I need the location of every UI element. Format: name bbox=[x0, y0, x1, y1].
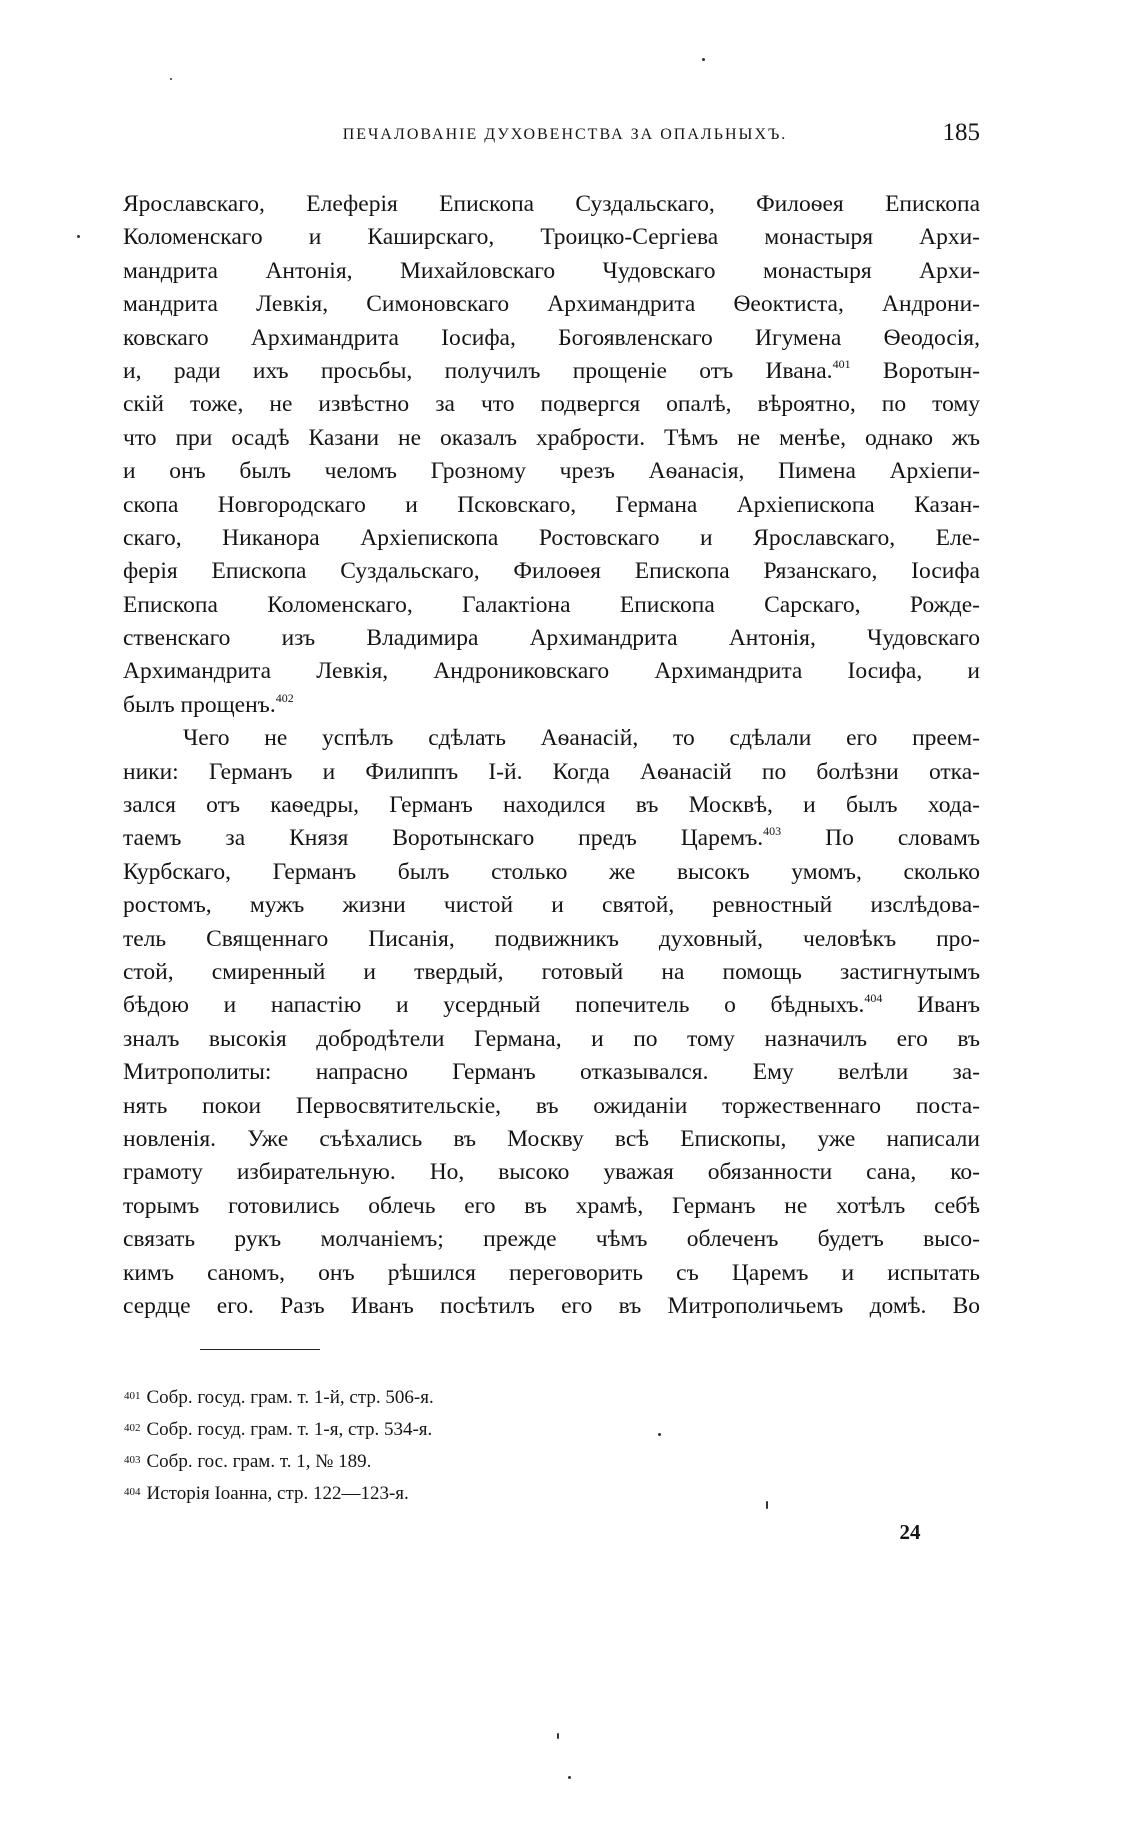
footnotes bbox=[124, 1381, 824, 1509]
text-line bbox=[123, 422, 980, 455]
text-line bbox=[123, 789, 980, 822]
scan-speck bbox=[702, 58, 705, 61]
text-line bbox=[123, 522, 980, 555]
page-number: 185 bbox=[942, 119, 980, 146]
text-line bbox=[123, 455, 980, 488]
text-line bbox=[123, 722, 980, 755]
text-line-continuation: Иванъ bbox=[882, 992, 980, 1019]
footnote bbox=[124, 1381, 824, 1413]
text-line bbox=[123, 589, 980, 622]
footnote-reference: 403 bbox=[763, 824, 782, 839]
scan-speck bbox=[77, 235, 80, 238]
text-line-content: Архимандрита Левкія, Андрониковскаго Архимандрита Іосифа, и bbox=[123, 658, 980, 685]
footnote-text: Собр. госуд. грам. т. 1-й, стр. 506-я. bbox=[146, 1387, 434, 1408]
text-line-content: связать рукъ молчаніемъ; прежде чѣмъ облеченъ будетъ высо- bbox=[123, 1226, 980, 1253]
text-line-content: нять покои Первосвятительскіе, въ ожиданіи торжественнаго поста- bbox=[123, 1092, 980, 1119]
text-line-content: стой, смиренный и твердый, готовый на помощь застигнутымъ bbox=[123, 958, 980, 985]
text-line-content: ферія Епископа Суздальскаго, Филоѳея Епископа Рязанскаго, Іосифа bbox=[123, 558, 980, 585]
text-line bbox=[123, 555, 980, 588]
text-line bbox=[123, 221, 980, 254]
text-line-content: и онъ былъ челомъ Грозному чрезъ Аѳанасія, Пимена Архіепи- bbox=[123, 458, 980, 485]
text-line-content: что при осадѣ Казани не оказалъ храбрости. Тѣмъ не менѣе, однако жъ bbox=[123, 424, 980, 451]
printer-signature-mark: 24 bbox=[899, 1520, 921, 1544]
text-line-content: таемъ за Князя Воротынскаго предъ Царемъ. bbox=[123, 825, 764, 852]
footnote-text: Собр. гос. грам. т. 1, № 189. bbox=[146, 1451, 372, 1472]
text-line-content: Епископа Коломенскаго, Галактіона Епископа Сарскаго, Рожде- bbox=[123, 591, 980, 618]
text-line-content: скій тоже, не извѣстно за что подвергся опалѣ, вѣроятно, по тому bbox=[123, 391, 980, 418]
text-line bbox=[123, 1257, 980, 1290]
text-line-content: Митрополиты: напрасно Германъ отказывался. Ему велѣли за- bbox=[123, 1059, 980, 1086]
text-line-content: Чего не успѣлъ сдѣлать Аѳанасій, то сдѣлали его преем- bbox=[183, 725, 980, 752]
text-line-content: скопа Новгородскаго и Псковскаго, Германа Архіепископа Казан- bbox=[123, 491, 980, 518]
text-line bbox=[123, 1290, 980, 1323]
text-line bbox=[123, 756, 980, 789]
footnote bbox=[124, 1445, 824, 1477]
text-line bbox=[123, 1056, 980, 1089]
text-line bbox=[123, 188, 980, 221]
footnote bbox=[124, 1477, 824, 1509]
text-line bbox=[123, 1156, 980, 1189]
text-line-content: ственскаго изъ Владимира Архимандрита Антонія, Чудовскаго bbox=[123, 625, 980, 652]
text-line bbox=[123, 989, 980, 1022]
text-line bbox=[123, 856, 980, 889]
text-line-content: мандрита Левкія, Симоновскаго Архимандрита Ѳеоктиста, Андрони- bbox=[123, 291, 980, 318]
text-line bbox=[123, 622, 980, 655]
text-line-content: зналъ высокія добродѣтели Германа, и по тому назначилъ его въ bbox=[123, 1025, 980, 1052]
text-line bbox=[123, 956, 980, 989]
text-line bbox=[123, 1090, 980, 1123]
text-line bbox=[123, 489, 980, 522]
text-line-continuation: Воротын- bbox=[850, 357, 980, 384]
text-line-content: новленія. Уже съѣхались въ Москву всѣ Епископы, уже написали bbox=[123, 1125, 980, 1152]
text-line bbox=[123, 355, 980, 388]
text-line bbox=[123, 822, 980, 855]
text-line bbox=[123, 1223, 980, 1256]
text-line-content: Курбскаго, Германъ былъ столько же высокъ умомъ, сколько bbox=[123, 858, 980, 885]
footnote-number: 403 bbox=[124, 1454, 141, 1466]
text-line-content: Ярославскаго, Елеферія Епископа Суздальскаго, Филоѳея Епископа bbox=[123, 191, 980, 217]
scan-speck bbox=[170, 78, 172, 80]
text-line bbox=[123, 322, 980, 355]
text-line-content: и, ради ихъ просьбы, получилъ прощеніе отъ Ивана. bbox=[123, 357, 833, 384]
footnote-number: 404 bbox=[124, 1486, 141, 1498]
text-line-content: ростомъ, мужъ жизни чистой и святой, ревностный изслѣдова- bbox=[123, 892, 980, 919]
text-line bbox=[123, 1190, 980, 1223]
text-line bbox=[123, 689, 980, 722]
text-line bbox=[123, 255, 980, 288]
text-line-content: грамоту избирательную. Но, высоко уважая обязанности сана, ко- bbox=[123, 1159, 980, 1186]
text-line-content: скаго, Никанора Архіепископа Ростовскаго и Ярославскаго, Еле- bbox=[123, 524, 980, 551]
text-line-content: торымъ готовились облечь его въ храмѣ, Германъ не хотѣлъ себѣ bbox=[123, 1192, 980, 1219]
text-line bbox=[123, 1123, 980, 1156]
text-line-content: былъ прощенъ. bbox=[123, 691, 276, 718]
running-header: ПЕЧАЛОВАНІЕ ДУХОВЕНСТВА ЗА ОПАЛЬНЫХЪ. bbox=[342, 126, 788, 143]
footnote-divider bbox=[200, 1349, 320, 1350]
text-line bbox=[123, 388, 980, 421]
text-line-content: мандрита Антонія, Михайловскаго Чудовскаго монастыря Архи- bbox=[123, 257, 980, 284]
text-line bbox=[123, 655, 980, 688]
footnote-number: 402 bbox=[124, 1422, 141, 1434]
text-line bbox=[123, 923, 980, 956]
text-line-content: кимъ саномъ, онъ рѣшился переговорить съ Царемъ и испытать bbox=[123, 1259, 980, 1286]
text-line-content: Коломенскаго и Каширскаго, Троицко-Сергіева монастыря Архи- bbox=[123, 224, 980, 251]
text-line-content: ники: Германъ и Филиппъ I-й. Когда Аѳанасій по болѣзни отка- bbox=[123, 758, 980, 785]
footnote-text: Собр. госуд. грам. т. 1-я, стр. 534-я. bbox=[146, 1419, 433, 1440]
text-line-content: тель Священнаго Писанія, подвижникъ духовный, человѣкъ про- bbox=[123, 925, 980, 952]
text-line-content: сердце его. Разъ Иванъ посѣтилъ его въ Митрополичьемъ домѣ. Во bbox=[123, 1292, 980, 1319]
text-line-continuation: По словамъ bbox=[781, 825, 980, 852]
scan-speck bbox=[658, 1433, 661, 1436]
text-line bbox=[123, 1023, 980, 1056]
text-line-content: зался отъ каѳедры, Германъ находился въ Москвѣ, и былъ хода- bbox=[123, 792, 980, 819]
footnote-reference: 404 bbox=[864, 991, 883, 1006]
footnote-number: 401 bbox=[124, 1390, 141, 1402]
main-text bbox=[123, 188, 980, 1323]
footnote-reference: 401 bbox=[832, 356, 851, 371]
text-line-content: ковскаго Архимандрита Іосифа, Богоявленскаго Игумена Ѳеодосія, bbox=[123, 324, 980, 351]
scan-speck bbox=[568, 1776, 571, 1779]
text-line bbox=[123, 889, 980, 922]
scan-speck bbox=[557, 1733, 559, 1739]
scan-speck bbox=[766, 1501, 768, 1509]
footnote-reference: 402 bbox=[275, 690, 294, 705]
text-line bbox=[123, 288, 980, 321]
footnote-text: Исторія Іоанна, стр. 122—123-я. bbox=[146, 1483, 409, 1504]
text-line-content: бѣдою и напастію и усердный попечитель о бѣдныхъ. bbox=[123, 992, 865, 1019]
footnote bbox=[124, 1413, 824, 1445]
